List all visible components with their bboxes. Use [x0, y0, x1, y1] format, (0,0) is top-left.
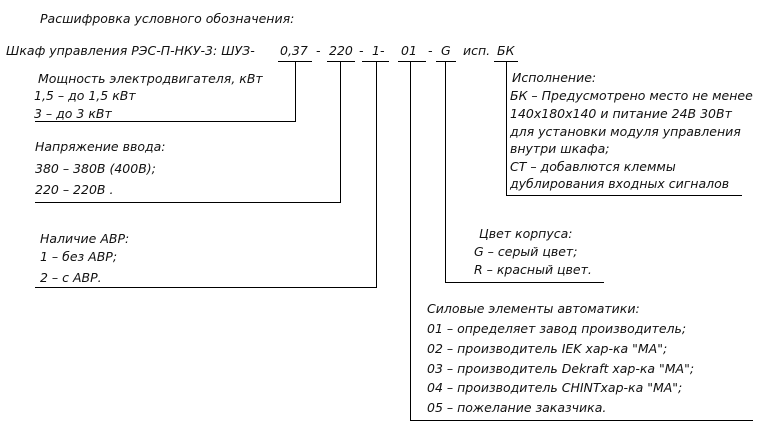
- elements-block-item: 01 – определяет завод производитель;: [427, 321, 687, 336]
- voltage-block-item: 220 – 220В .: [35, 182, 114, 197]
- voltage-block-title: Напряжение ввода:: [35, 139, 166, 154]
- color-block-item: G – серый цвет;: [474, 244, 578, 259]
- designation-power: 0,37: [280, 43, 308, 58]
- designation-prefix: Шкаф управления РЭС-П-НКУ-3: ШУЗ-: [6, 43, 255, 58]
- designation-color: G: [441, 43, 451, 58]
- avr-block-item: 2 – с АВР.: [40, 270, 102, 285]
- avr-block-item: 1 – без АВР;: [40, 249, 118, 264]
- heading: Расшифровка условного обозначения:: [40, 11, 295, 26]
- power-block-item: 3 – до 3 кВт: [34, 106, 112, 121]
- execution-block-title: Исполнение:: [512, 70, 597, 85]
- voltage-block-item: 380 – 380В (400В);: [35, 161, 156, 176]
- elements-block-item: 03 – производитель Dekraft хар-ка "МА";: [427, 361, 695, 376]
- power-block-item: 1,5 – до 1,5 кВт: [34, 88, 136, 103]
- designation-separator: -: [428, 43, 433, 58]
- power-block-title: Мощность электродвигателя, кВт: [38, 71, 263, 86]
- designation-separator: -: [359, 43, 364, 58]
- elements-block-item: 04 – производитель CHINTхар-ка "МА";: [427, 380, 683, 395]
- execution-block-item: дублирования входных сигналов: [510, 176, 730, 191]
- execution-block-item: внутри шкафа;: [510, 141, 610, 156]
- designation-avr: 1-: [372, 43, 385, 58]
- designation-elements: 01: [401, 43, 417, 58]
- elements-block-item: 05 – пожелание заказчика.: [427, 400, 607, 415]
- execution-block-item: СТ – добавлются клеммы: [510, 159, 676, 174]
- color-block-title: Цвет корпуса:: [479, 226, 573, 241]
- designation-execution: БК: [497, 43, 515, 58]
- designation-voltage: 220: [329, 43, 353, 58]
- elements-block-item: 02 – производитель IEK хар-ка "МА";: [427, 341, 668, 356]
- designation-isp: исп.: [463, 43, 491, 58]
- execution-block-item: 140х180х140 и питание 24В 30Вт: [510, 106, 732, 121]
- execution-block-item: БК – Предусмотрено место не менее: [510, 88, 753, 103]
- color-block-item: R – красный цвет.: [474, 262, 592, 277]
- avr-block-title: Наличие АВР:: [40, 231, 130, 246]
- elements-block-title: Силовые элементы автоматики:: [427, 301, 640, 316]
- designation-separator: -: [316, 43, 321, 58]
- execution-block-item: для установки модуля управления: [510, 124, 741, 139]
